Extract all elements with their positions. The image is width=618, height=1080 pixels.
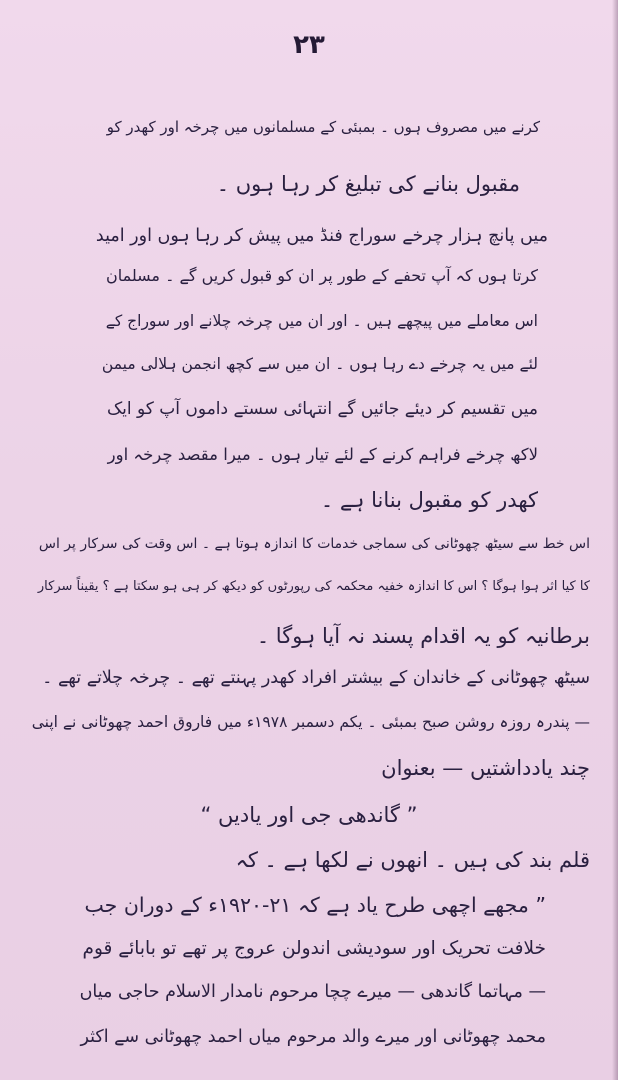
- text-line-14: — پندرہ روزہ روشن صبح بمبئی ۔ یکم دسمبر ۱۹۷۸ء میں فاروق احمد چھوٹانی نے اپنی: [31, 713, 590, 731]
- text-line-19: خلافت تحریک اور سودیشی اندولن عروج پر تھے تو بابائے قوم: [82, 938, 546, 959]
- text-line-5: اس معاملے میں پیچھے ہیں ۔ اور ان میں چرخہ چلانے اور سوراج کے: [105, 312, 538, 330]
- text-line-21: محمد چھوٹانی اور میرے والد مرحوم میاں احمد چھوٹانی سے اکثر: [80, 1027, 546, 1047]
- text-line-13: سیٹھ چھوٹانی کے خاندان کے بیشتر افراد کھدر پہنتے تھے ۔ چرخہ چلاتے تھے ۔: [42, 668, 590, 688]
- text-line-10: اس خط سے سیٹھ چھوٹانی کی سماجی خدمات کا اندازہ ہوتا ہے ۔ اس وقت کی سرکار پر اس: [38, 536, 590, 552]
- page-edge-shadow: [612, 0, 618, 1080]
- text-line-3: میں پانچ ہزار چرخے سوراج فنڈ میں پیش کر رہا ہوں اور امید: [95, 226, 548, 246]
- text-line-16-heading: ” گاندھی جی اور یادیں “: [200, 803, 418, 827]
- text-line-9: کھدر کو مقبول بنانا ہے ۔: [320, 488, 538, 512]
- text-line-6: لئے میں یہ چرخے دے رہا ہوں ۔ ان میں سے کچھ انجمن ہلالی میمن: [101, 355, 538, 373]
- text-line-15: چند یادداشتیں — بعنوان: [381, 756, 590, 780]
- text-line-18: ” مجھے اچھی طرح یاد ہے کہ ۲۱-۱۹۲۰ء کے دوران جب: [84, 893, 546, 917]
- text-line-4: کرتا ہوں کہ آپ تحفے کے طور پر ان کو قبول کریں گے ۔ مسلمان: [105, 266, 538, 285]
- page-number: ۲۳: [293, 30, 325, 60]
- text-line-12: برطانیہ کو یہ اقدام پسند نہ آیا ہوگا ۔: [256, 624, 590, 648]
- text-line-20: — مہاتما گاندھی — میرے چچا مرحوم نامدار الاسلام حاجی میاں: [79, 982, 546, 1002]
- text-line-7: میں تقسیم کر دیئے جائیں گے انتہائی سستے داموں آپ کو ایک: [106, 399, 538, 419]
- text-line-11: کا کیا اثر ہوا ہوگا ؟ اس کا اندازہ خفیہ محکمہ کی رپورٹوں کو دیکھ کر ہی ہو سکتا ہے ؟ یقیناً سرکار: [37, 579, 590, 594]
- text-line-2: مقبول بنانے کی تبلیغ کر رہا ہوں ۔: [216, 172, 520, 196]
- text-line-8: لاکھ چرخے فراہم کرنے کے لئے تیار ہوں ۔ میرا مقصد چرخہ اور: [107, 445, 538, 464]
- text-line-1: کرنے میں مصروف ہوں ۔ بمبئی کے مسلمانوں میں چرخہ اور کھدر کو: [106, 118, 540, 136]
- text-line-17: قلم بند کی ہیں ۔ انھوں نے لکھا ہے ۔ کہ: [235, 848, 590, 872]
